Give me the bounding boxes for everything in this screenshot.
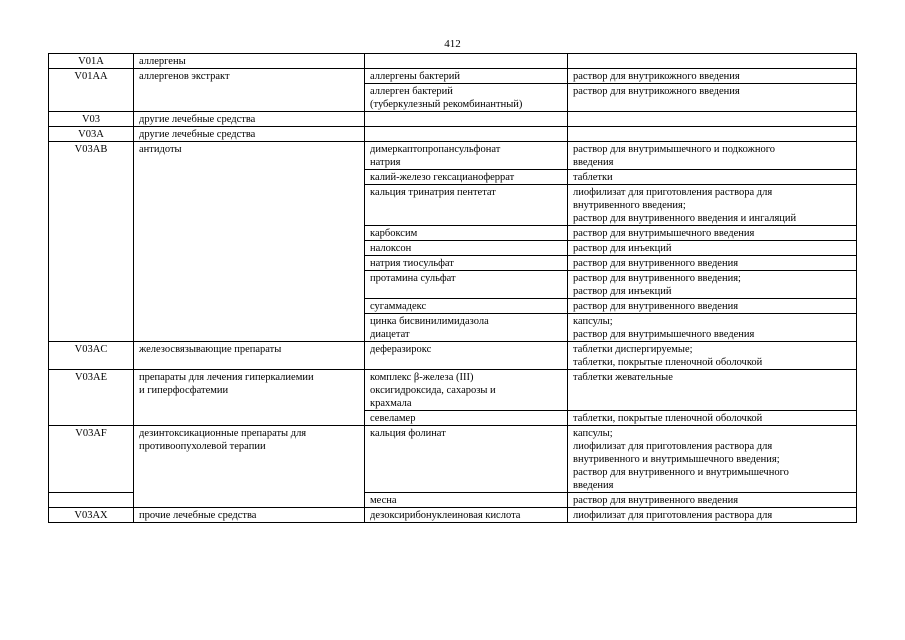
table-row: [49, 127, 857, 142]
drug-name: сугаммадекс: [365, 299, 568, 314]
atc-code: V01AA: [49, 69, 134, 84]
group-name: железосвязывающие препараты: [134, 342, 365, 370]
dosage-form: капсулы; лиофилизат для приготовления раствора для внутривенного и внутримышечного введения; раствор для внутривенного и внутримышечного введения: [568, 426, 857, 493]
dosage-form: раствор для внутривенного введения; раствор для инъекций: [568, 271, 857, 299]
atc-code-empty: [49, 84, 134, 112]
dosage-form: лиофилизат для приготовления раствора для: [568, 508, 857, 523]
group-name: антидоты: [134, 142, 365, 342]
atc-code: V03AB: [49, 142, 134, 342]
drug-name: комплекс β-железа (III) оксигидроксида, сахарозы и крахмала: [365, 370, 568, 411]
atc-code: V01A: [49, 54, 134, 69]
drug-name: севеламер: [365, 411, 568, 426]
drug-name: месна: [365, 493, 568, 508]
atc-code: V03A: [49, 127, 134, 142]
table-row: [49, 84, 857, 112]
group-name: другие лечебные средства: [134, 112, 365, 127]
dosage-form: раствор для внутривенного введения: [568, 299, 857, 314]
dosage-form: таблетки жевательные: [568, 370, 857, 411]
drug-name: кальция фолинат: [365, 426, 568, 493]
table-row: [49, 342, 857, 370]
drug-name: аллерген бактерий (туберкулезный рекомбинантный): [365, 84, 568, 112]
drug-name: [365, 54, 568, 69]
atc-code: V03AC: [49, 342, 134, 370]
dosage-form: раствор для внутрикожного введения: [568, 69, 857, 84]
drug-name: дезоксирибонуклеиновая кислота: [365, 508, 568, 523]
drug-name: аллергены бактерий: [365, 69, 568, 84]
table-row: [49, 69, 857, 84]
drug-name: деферазирокс: [365, 342, 568, 370]
dosage-form: раствор для внутривенного введения: [568, 493, 857, 508]
drug-name: цинка бисвинилимидазола диацетат: [365, 314, 568, 342]
atc-code-empty: [49, 493, 134, 508]
drug-table: [48, 53, 857, 523]
table-row: [49, 370, 857, 411]
atc-code: V03AF: [49, 426, 134, 493]
table-row: [49, 426, 857, 493]
atc-code: V03AX: [49, 508, 134, 523]
dosage-form: [568, 112, 857, 127]
group-name: другие лечебные средства: [134, 127, 365, 142]
dosage-form: лиофилизат для приготовления раствора для внутривенного введения; раствор для внутривенного введения и ингаляций: [568, 185, 857, 226]
group-name: аллергены: [134, 54, 365, 69]
drug-name: [365, 112, 568, 127]
dosage-form: [568, 54, 857, 69]
dosage-form: раствор для внутривенного введения: [568, 256, 857, 271]
group-name: дезинтоксикационные препараты для противоопухолевой терапии: [134, 426, 365, 508]
dosage-form: таблетки диспергируемые; таблетки, покрытые пленочной оболочкой: [568, 342, 857, 370]
table-row: [49, 54, 857, 69]
drug-name: карбоксим: [365, 226, 568, 241]
dosage-form: раствор для внутрикожного введения: [568, 84, 857, 112]
table-row: [49, 112, 857, 127]
group-name: прочие лечебные средства: [134, 508, 365, 523]
drug-name: кальция тринатрия пентетат: [365, 185, 568, 226]
drug-name: [365, 127, 568, 142]
table-row: [49, 508, 857, 523]
dosage-form: раствор для инъекций: [568, 241, 857, 256]
atc-code: V03: [49, 112, 134, 127]
group-name: препараты для лечения гиперкалиемии и гиперфосфатемии: [134, 370, 365, 426]
atc-code: V03AE: [49, 370, 134, 426]
drug-name: налоксон: [365, 241, 568, 256]
drug-name: протамина сульфат: [365, 271, 568, 299]
page-number: 412: [444, 38, 461, 50]
table-row: [49, 142, 857, 170]
drug-name: натрия тиосульфат: [365, 256, 568, 271]
drug-name: димеркаптопропансульфонат натрия: [365, 142, 568, 170]
group-name: аллергенов экстракт: [134, 69, 365, 84]
dosage-form: раствор для внутримышечного введения: [568, 226, 857, 241]
dosage-form: раствор для внутримышечного и подкожного введения: [568, 142, 857, 170]
dosage-form: таблетки, покрытые пленочной оболочкой: [568, 411, 857, 426]
dosage-form: [568, 127, 857, 142]
drug-name: калий-железо гексацианоферрат: [365, 170, 568, 185]
dosage-form: капсулы; раствор для внутримышечного введения: [568, 314, 857, 342]
dosage-form: таблетки: [568, 170, 857, 185]
group-name-empty: [134, 84, 365, 112]
